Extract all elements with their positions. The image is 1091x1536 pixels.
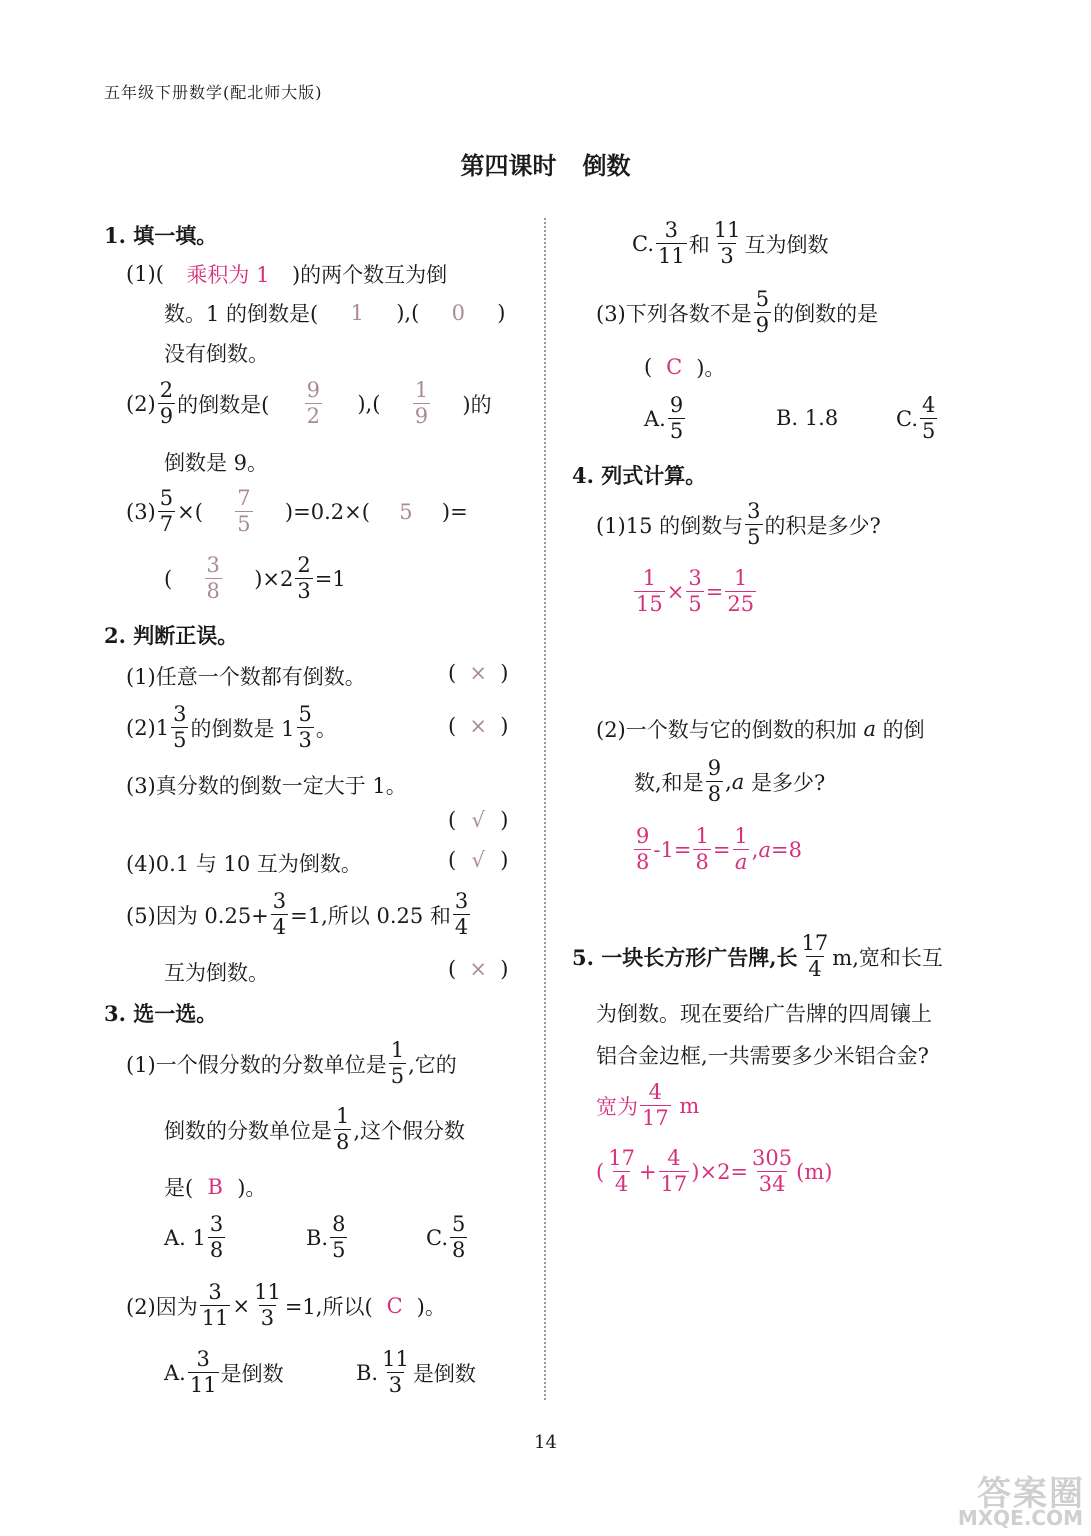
q1-3-line1: (3) $\frac{5}{7}$ ×( $\frac{7}{5}$ )=0.2×( 5 )= bbox=[126, 486, 468, 536]
q1-label: 1. 填一填。 bbox=[104, 223, 218, 248]
q2-2-text: (2)1 $\frac{3}{5}$ 的倒数是 1 $\frac{5}{3}$ 。 bbox=[126, 702, 337, 752]
q3-label: 3. 选一选。 bbox=[104, 1001, 218, 1026]
q5-line1: 5. 一块长方形广告牌,长 $\frac{17}{4}$ m,宽和长互 bbox=[572, 931, 943, 981]
q4-label: 4. 列式计算。 bbox=[572, 463, 707, 488]
q3-1-option-a: A. 1 $\frac{3}{8}$ bbox=[164, 1212, 224, 1262]
q4-1-text: (1)15 的倒数与 $\frac{3}{5}$ 的积是多少? bbox=[596, 499, 881, 549]
q1-1-line2: 数。1 的倒数是( 1 ),( 0 ) bbox=[164, 301, 506, 326]
q4-2-line2: 数,和是 $\frac{9}{8}$ , a 是多少? bbox=[634, 756, 826, 806]
q3-3-line1: (3)下列各数不是 $\frac{5}{9}$ 的倒数的是 bbox=[596, 287, 879, 337]
q4-2-solution: $\frac{9}{8}$ -1= $\frac{1}{8}$ = $\frac{1}{a}$ , a =8 bbox=[636, 824, 802, 874]
q3-3-option-c: C. $\frac{4}{5}$ bbox=[896, 393, 936, 443]
column-divider bbox=[544, 218, 546, 1400]
q1-2-line1: (2) $\frac{2}{9}$ 的倒数是( $\frac{9}{2}$ ),( $\frac{1}{9}$ )的 bbox=[126, 378, 492, 428]
watermark-logo: 答案圈 bbox=[977, 1474, 1085, 1514]
q2-5-line1: (5)因为 0.25+ $\frac{3}{4}$ =1,所以 0.25 和 $\frac{3}{4}$ bbox=[126, 889, 469, 939]
lesson-title: 第四课时 倒数 bbox=[460, 151, 631, 180]
q3-1-line3: 是( B )。 bbox=[164, 1175, 267, 1200]
q5-line3: 铝合金边框,一共需要多少米铝合金? bbox=[596, 1044, 929, 1068]
q2-3-text: (3)真分数的倒数一定大于 1。 bbox=[126, 774, 407, 798]
q5-solution-total: ( $\frac{17}{4}$ + $\frac{4}{17}$ )×2= $\frac{305}{34}$ (m) bbox=[596, 1146, 833, 1196]
q3-2-line1: (2)因为 $\frac{3}{11}$ × $\frac{11}{3}$ =1,所以( C )。 bbox=[126, 1280, 446, 1330]
q2-label: 2. 判断正误。 bbox=[104, 623, 239, 648]
q5-solution-width: 宽为 $\frac{4}{17}$ m bbox=[596, 1080, 700, 1130]
q1-3-line2: ( $\frac{3}{8}$ )×2 $\frac{2}{3}$ =1 bbox=[164, 553, 346, 603]
q2-1-answer: ( × ) bbox=[448, 661, 509, 685]
page-number: 14 bbox=[534, 1432, 557, 1453]
q2-3-answer: ( √ ) bbox=[448, 808, 509, 832]
q3-2-option-a: A. $\frac{3}{11}$ 是倒数 bbox=[164, 1347, 284, 1397]
q3-3-option-a: A. $\frac{9}{5}$ bbox=[644, 393, 684, 443]
q1-1-line1: (1)( 乘积为 1 )的两个数互为倒 bbox=[126, 262, 448, 287]
q2-1-text: (1)任意一个数都有倒数。 bbox=[126, 665, 366, 689]
q1-1-line3: 没有倒数。 bbox=[164, 342, 269, 366]
watermark-url: MXQE.COM bbox=[957, 1506, 1083, 1530]
q2-4-answer: ( √ ) bbox=[448, 848, 509, 872]
q2-4-text: (4)0.1 与 10 互为倒数。 bbox=[126, 852, 362, 876]
book-header: 五年级下册数学(配北师大版) bbox=[104, 83, 323, 102]
q3-1-option-c: C. $\frac{5}{8}$ bbox=[426, 1212, 466, 1262]
q2-5-line2: 互为倒数。 bbox=[164, 961, 269, 985]
q4-2-line1: (2)一个数与它的倒数的积加 a 的倒 bbox=[596, 717, 925, 742]
q3-2-option-b: B. $\frac{11}{3}$ 是倒数 bbox=[356, 1347, 476, 1397]
q3-3-line2: ( C )。 bbox=[644, 355, 726, 380]
q2-5-answer: ( × ) bbox=[448, 957, 509, 981]
q3-1-line1: (1)一个假分数的分数单位是 $\frac{1}{5}$ ,它的 bbox=[126, 1038, 457, 1088]
q3-1-option-b: B. $\frac{8}{5}$ bbox=[306, 1212, 346, 1262]
q3-3-option-b: B. 1.8 bbox=[776, 406, 839, 430]
q2-2-answer: ( × ) bbox=[448, 714, 509, 738]
q5-line2: 为倒数。现在要给广告牌的四周镶上 bbox=[596, 1002, 932, 1026]
q3-2-option-c: C. $\frac{3}{11}$ 和 $\frac{11}{3}$ 互为倒数 bbox=[632, 218, 829, 268]
q1-2-line2: 倒数是 9。 bbox=[164, 451, 269, 475]
q3-1-line2: 倒数的分数单位是 $\frac{1}{8}$ ,这个假分数 bbox=[164, 1104, 466, 1154]
q4-1-solution: $\frac{1}{15}$ × $\frac{3}{5}$ = $\frac{1}{25}$ bbox=[636, 566, 755, 616]
